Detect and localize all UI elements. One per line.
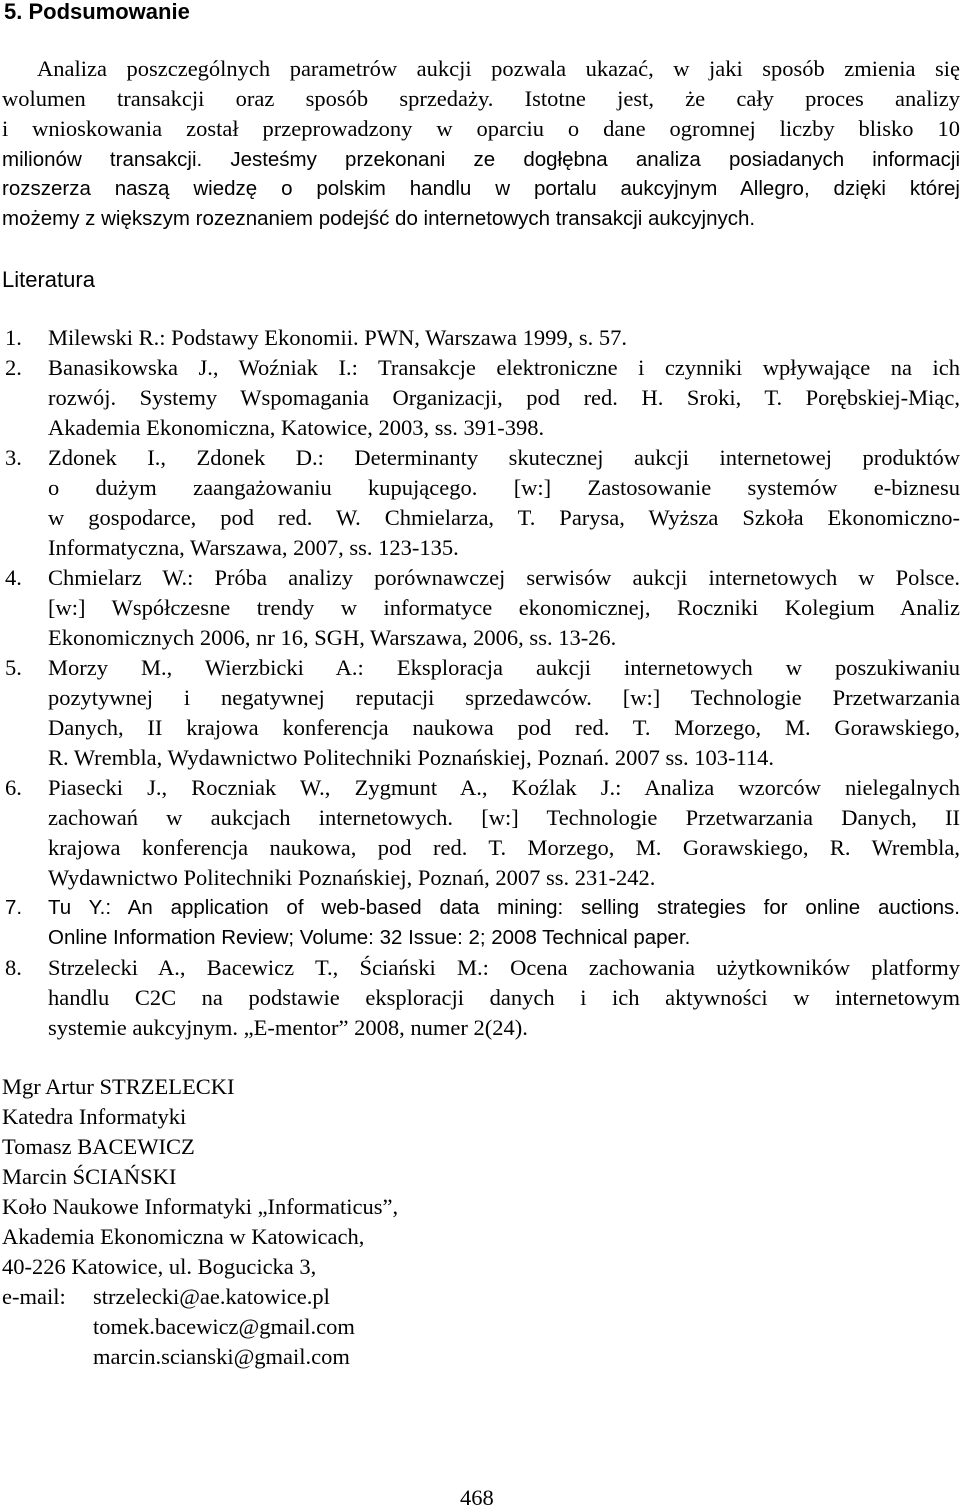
summary-line: rozszerza naszą wiedzę o polskim handlu w portalu aukcyjnym Allegro, dzięki której bbox=[2, 177, 960, 200]
author-line: Marcin ŚCIAŃSKI bbox=[2, 1164, 177, 1189]
email-row bbox=[2, 1312, 398, 1342]
reference-item bbox=[0, 773, 960, 893]
email-link[interactable]: tomek.bacewicz@gmail.com bbox=[93, 1314, 355, 1339]
reference-item bbox=[0, 443, 960, 563]
reference-line: krajowa konferencja naukowa, pod red. T. Morzego, M. Gorawskiego, R. Wrembla, bbox=[48, 835, 960, 860]
email-row bbox=[2, 1342, 398, 1372]
author-line: Katedra Informatyki bbox=[2, 1104, 187, 1129]
reference-line: [w:] Współczesne trendy w informatyce ekonomicznej, Roczniki Kolegium Analiz bbox=[48, 595, 960, 620]
reference-line: Piasecki J., Roczniak W., Zygmunt A., Koźlak J.: Analiza wzorców nielegalnych bbox=[48, 775, 960, 800]
reference-line: systemie aukcyjnym. „E-mentor” 2008, numer 2(24). bbox=[48, 1015, 528, 1040]
email-link[interactable]: marcin.scianski@gmail.com bbox=[93, 1344, 350, 1369]
author-line: 40-226 Katowice, ul. Bogucicka 3, bbox=[2, 1254, 317, 1279]
reference-line: Tu Y.: An application of web-based data mining: selling strategies for online auctions. bbox=[48, 896, 960, 919]
page-number: 468 bbox=[460, 1485, 494, 1510]
reference-number: 3. bbox=[5, 445, 22, 470]
reference-item bbox=[0, 893, 960, 953]
reference-line: o dużym zaangażowaniu kupującego. [w:] Zastosowanie systemów e-biznesu bbox=[48, 475, 960, 500]
summary-paragraph bbox=[2, 54, 960, 234]
reference-line: Morzy M., Wierzbicki A.: Eksploracja aukcji internetowych w poszukiwaniu bbox=[48, 655, 960, 680]
reference-item bbox=[0, 953, 960, 1043]
reference-line: w gospodarce, pod red. W. Chmielarza, T. Parysa, Wyższa Szkoła Ekonomiczno- bbox=[48, 505, 960, 530]
summary-line: i wnioskowania został przeprowadzony w oparciu o dane ogromnej liczby blisko 10 bbox=[2, 116, 960, 141]
reference-item bbox=[0, 353, 960, 443]
author-line: Mgr Artur STRZELECKI bbox=[2, 1074, 235, 1099]
reference-line: Milewski R.: Podstawy Ekonomii. PWN, Warszawa 1999, s. 57. bbox=[48, 325, 627, 350]
summary-text: milionów transakcji. bbox=[2, 148, 203, 171]
reference-number: 5. bbox=[5, 655, 22, 680]
reference-line: handlu C2C na podstawie eksploracji danych i ich aktywności w internetowym bbox=[48, 985, 960, 1010]
reference-line: pozytywnej i negatywnej reputacji sprzedawców. [w:] Technologie Przetwarzania bbox=[48, 685, 960, 710]
literature-heading: Literatura bbox=[2, 267, 95, 292]
reference-line: Wydawnictwo Politechniki Poznańskiej, Poznań, 2007 ss. 231-242. bbox=[48, 865, 656, 890]
reference-line: zachowań w aukcjach internetowych. [w:] Technologie Przetwarzania Danych, II bbox=[48, 805, 960, 830]
email-row bbox=[2, 1282, 398, 1312]
reference-line: Danych, II krajowa konferencja naukowa pod red. T. Morzego, M. Gorawskiego, bbox=[48, 715, 960, 740]
author-line: Koło Naukowe Informatyki „Informaticus”, bbox=[2, 1194, 399, 1219]
summary-line: Analiza poszczególnych parametrów aukcji pozwala ukazać, w jaki sposób zmienia się bbox=[37, 56, 960, 81]
author-info bbox=[2, 1072, 398, 1372]
reference-line: Informatyczna, Warszawa, 2007, ss. 123-135. bbox=[48, 535, 459, 560]
reference-item bbox=[0, 653, 960, 773]
summary-line: możemy z większym rozeznaniem podejść do internetowych transakcji aukcyjnych. bbox=[2, 207, 756, 230]
reference-line: Zdonek I., Zdonek D.: Determinanty skutecznej aukcji internetowej produktów bbox=[48, 445, 960, 470]
reference-line: Akademia Ekonomiczna, Katowice, 2003, ss. 391-398. bbox=[48, 415, 545, 440]
author-line: Tomasz BACEWICZ bbox=[2, 1134, 195, 1159]
reference-line: Banasikowska J., Woźniak I.: Transakcje elektroniczne i czynniki wpływające na ich bbox=[48, 355, 960, 380]
reference-item bbox=[0, 563, 960, 653]
reference-line: rozwój. Systemy Wspomagania Organizacji, pod red. H. Sroki, T. Porębskiej-Miąc, bbox=[48, 385, 960, 410]
reference-line: Chmielarz W.: Próba analizy porównawczej serwisów aukcji internetowych w Polsce. bbox=[48, 565, 960, 590]
reference-number: 2. bbox=[5, 355, 22, 380]
reference-line: R. Wrembla, Wydawnictwo Politechniki Poznańskiej, Poznań. 2007 ss. 103-114. bbox=[48, 745, 774, 770]
reference-item bbox=[0, 323, 960, 353]
reference-list bbox=[0, 323, 960, 1043]
summary-line-mixed bbox=[2, 144, 960, 174]
email-label: e-mail: bbox=[2, 1284, 66, 1309]
reference-line: Online Information Review; Volume: 32 Issue: 2; 2008 Technical paper. bbox=[48, 926, 691, 949]
reference-number: 7. bbox=[5, 896, 23, 919]
reference-number: 6. bbox=[5, 775, 22, 800]
email-link[interactable]: strzelecki@ae.katowice.pl bbox=[93, 1284, 330, 1309]
reference-line: Strzelecki A., Bacewicz T., Ściański M.: Ocena zachowania użytkowników platformy bbox=[48, 955, 960, 980]
reference-number: 8. bbox=[5, 955, 22, 980]
reference-number: 1. bbox=[5, 325, 22, 350]
reference-line: Ekonomicznych 2006, nr 16, SGH, Warszawa, 2006, ss. 13-26. bbox=[48, 625, 617, 650]
summary-text: Jesteśmy przekonani ze dogłębna analiza posiadanych informacji bbox=[230, 148, 960, 171]
author-line: Akademia Ekonomiczna w Katowicach, bbox=[2, 1224, 365, 1249]
summary-line: wolumen transakcji oraz sposób sprzedaży. Istotne jest, że cały proces analizy bbox=[2, 86, 960, 111]
reference-number: 4. bbox=[5, 565, 22, 590]
section-title: 5. Podsumowanie bbox=[4, 0, 190, 24]
